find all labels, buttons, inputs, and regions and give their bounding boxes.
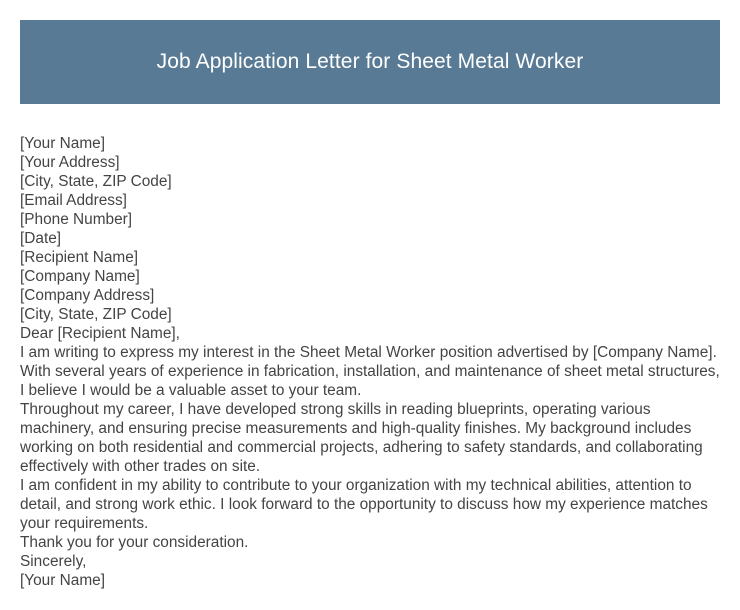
- recipient-city-state-zip: [City, State, ZIP Code]: [20, 306, 172, 323]
- sender-email: [Email Address]: [20, 192, 127, 209]
- recipient-company: [Company Name]: [20, 268, 140, 285]
- sender-phone: [Phone Number]: [20, 211, 133, 228]
- salutation: Dear [Recipient Name],: [20, 325, 180, 342]
- header-banner: [20, 20, 720, 104]
- paragraph-skills: Throughout my career, I have developed strong skills in reading blueprints, operating various machinery, and ensuring precise measurements and high-quality finishes. My background includes working on both residential and commercial projects, adhering to safety standards, and collaborating effectively with other trades on site.: [20, 401, 703, 475]
- recipient-company-address: [Company Address]: [20, 287, 155, 304]
- paragraph-intro: I am writing to express my interest in the Sheet Metal Worker position advertised by [Company Name]. With several years of experience in fabrication, installation, and maintenance of sheet metal structures, I believe I would be a valuable asset to your team.: [20, 344, 720, 399]
- recipient-name: [Recipient Name]: [20, 249, 139, 266]
- signature: [Your Name]: [20, 572, 105, 589]
- closing: Sincerely,: [20, 553, 87, 570]
- paragraph-confidence: I am confident in my ability to contribute to your organization with my technical abilities, attention to detail, and strong work ethic. I look forward to the opportunity to discuss how my experience matches your requirements.: [20, 477, 708, 532]
- page-title: Job Application Letter for Sheet Metal Worker: [156, 50, 584, 73]
- sender-address: [Your Address]: [20, 154, 120, 171]
- paragraph-thanks: Thank you for your consideration.: [20, 534, 249, 551]
- letter-date: [Date]: [20, 230, 62, 247]
- sender-name: [Your Name]: [20, 135, 105, 152]
- sender-city-state-zip: [City, State, ZIP Code]: [20, 173, 172, 190]
- letter-body: [20, 134, 720, 590]
